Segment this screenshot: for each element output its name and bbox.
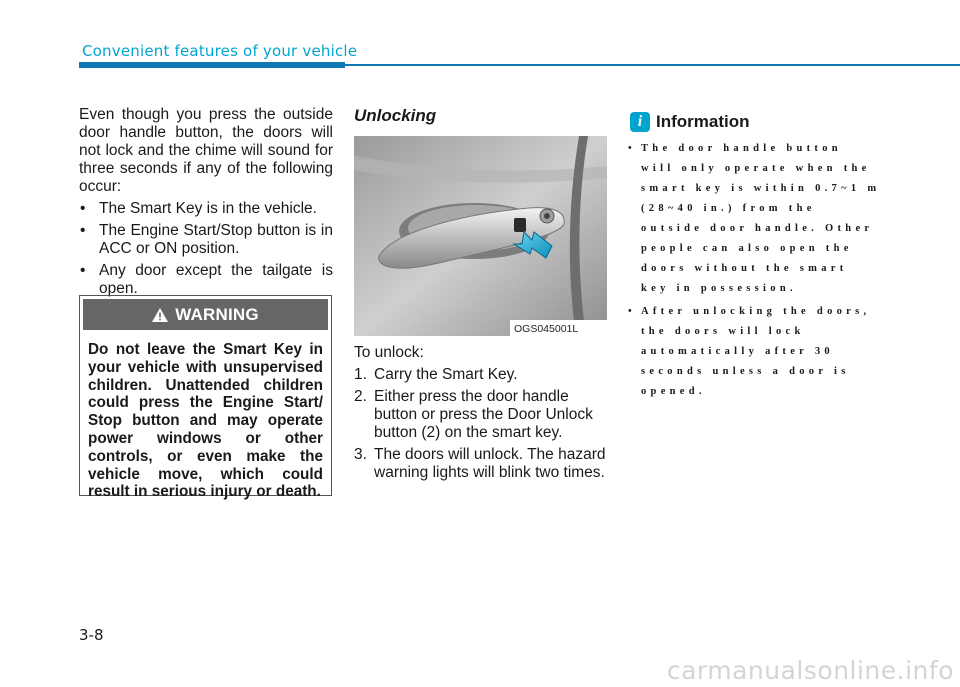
header-rule-thin	[345, 64, 960, 66]
warning-triangle-icon	[152, 308, 168, 322]
warning-text: Do not leave the Smart Key in your vehicle with unsupervised children. Unattended children could press the Engine Start/ Stop button and may operate power windows or other controls, or even make the vehicle move, which could result in serious injury or death.	[88, 341, 323, 501]
warning-label: WARNING	[175, 304, 259, 324]
list-item: • The door handle button will only operate when the smart key is within 0.7~1 m (28~40 in.) from the outside door handle. Other people can also open the doors without the smart key in possession.	[626, 139, 882, 299]
step-number: 2.	[354, 388, 367, 405]
list-item: • The Smart Key is in the vehicle.	[79, 200, 333, 218]
header-rule-thick	[79, 62, 345, 68]
list-item	[354, 446, 608, 482]
warning-header	[83, 299, 328, 330]
section-header-title: Convenient features of your vehicle	[82, 42, 358, 60]
image-code-label: OGS045001L	[514, 323, 579, 335]
unlock-instructions	[354, 344, 608, 486]
list-item: • The Engine Start/Stop button is in ACC or ON position.	[79, 222, 333, 258]
information-heading: Information	[656, 112, 750, 131]
information-icon: i	[630, 112, 650, 132]
list-item	[354, 366, 608, 384]
intro-paragraph: Even though you press the outside door handle button, the doors will not lock and the chime will sound for three seconds if any of the following occur:	[79, 106, 333, 195]
list-item	[354, 388, 608, 442]
list-item: • After unlocking the doors, the doors will lock automatically after 30 seconds unless a door is opened.	[626, 302, 882, 402]
list-item: • Any door except the tailgate is open.	[79, 262, 333, 298]
step-number: 1.	[354, 366, 367, 383]
step-number: 3.	[354, 446, 367, 463]
step-text: The doors will unlock. The hazard warning lights will blink two times.	[374, 446, 606, 481]
information-list	[626, 139, 882, 405]
unlock-intro: To unlock:	[354, 344, 424, 361]
watermark: carmanualsonline.info	[666, 656, 954, 685]
left-column	[79, 106, 333, 302]
step-text: Either press the door handle button or press the Door Unlock button (2) on the smart key.	[374, 388, 593, 441]
condition-list	[79, 200, 333, 298]
page-number: 3-8	[79, 626, 104, 644]
door-handle-illustration	[354, 136, 607, 336]
unlock-steps	[354, 366, 608, 482]
unlocking-heading: Unlocking	[354, 106, 437, 125]
step-text: Carry the Smart Key.	[374, 366, 518, 383]
warning-box	[79, 295, 332, 501]
door-handle-photo	[354, 136, 607, 336]
